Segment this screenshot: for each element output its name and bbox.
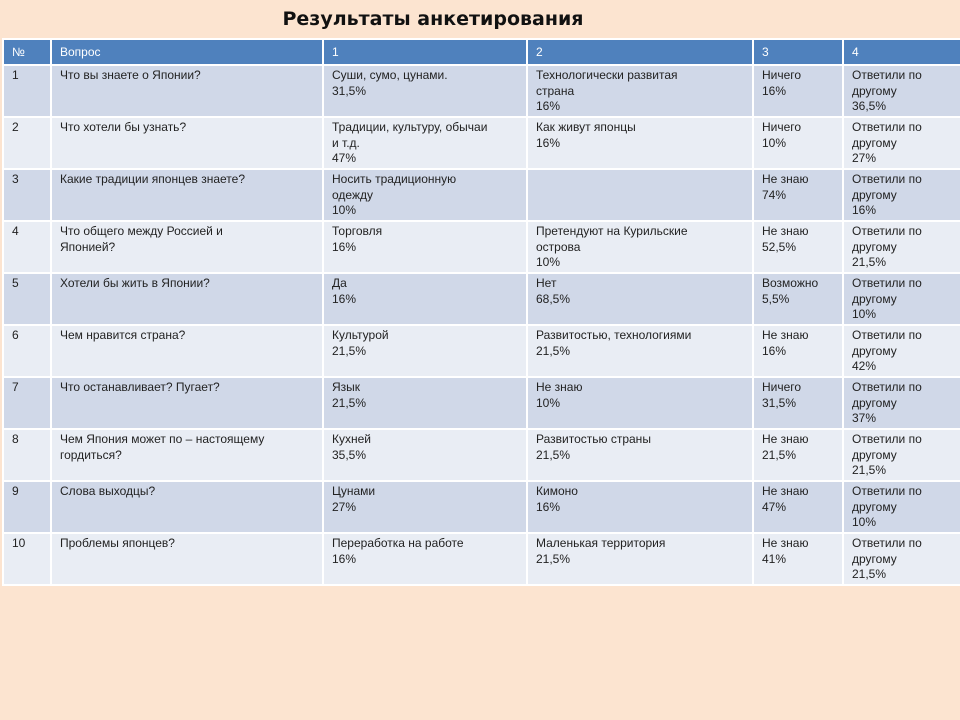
answer-4-cell: Ответили по другому 21,5% bbox=[843, 221, 960, 273]
row-number-cell: 4 bbox=[3, 221, 51, 273]
answer-4-cell: Ответили по другому 16% bbox=[843, 169, 960, 221]
answer-2-cell: Не знаю 10% bbox=[527, 377, 753, 429]
row-number-cell: 6 bbox=[3, 325, 51, 377]
answer-1-cell: Цунами 27% bbox=[323, 481, 527, 533]
answer-3-cell: Не знаю 21,5% bbox=[753, 429, 843, 481]
question-cell: Что вы знаете о Японии? bbox=[51, 65, 323, 117]
answer-3-cell: Не знаю 41% bbox=[753, 533, 843, 585]
column-header-answer-2: 2 bbox=[527, 39, 753, 65]
answer-2-cell: Развитостью, технологиями 21,5% bbox=[527, 325, 753, 377]
row-number-cell: 10 bbox=[3, 533, 51, 585]
table-row bbox=[3, 65, 960, 117]
answer-2-cell: Маленькая территория 21,5% bbox=[527, 533, 753, 585]
answer-3-cell: Не знаю 74% bbox=[753, 169, 843, 221]
answer-2-cell: Развитостью страны 21,5% bbox=[527, 429, 753, 481]
table-row bbox=[3, 377, 960, 429]
answer-2-cell: Кимоно 16% bbox=[527, 481, 753, 533]
table-row bbox=[3, 325, 960, 377]
answer-3-cell: Ничего 31,5% bbox=[753, 377, 843, 429]
table-row bbox=[3, 273, 960, 325]
table-row bbox=[3, 117, 960, 169]
answer-3-cell: Ничего 10% bbox=[753, 117, 843, 169]
question-cell: Что останавливает? Пугает? bbox=[51, 377, 323, 429]
answer-3-cell: Не знаю 52,5% bbox=[753, 221, 843, 273]
answer-1-cell: Суши, сумо, цунами. 31,5% bbox=[323, 65, 527, 117]
answer-4-cell: Ответили по другому 42% bbox=[843, 325, 960, 377]
table-row bbox=[3, 169, 960, 221]
answer-3-cell: Не знаю 47% bbox=[753, 481, 843, 533]
question-cell: Чем Япония может по – настоящему гордиться? bbox=[51, 429, 323, 481]
table-row bbox=[3, 221, 960, 273]
column-header-answer-3: 3 bbox=[753, 39, 843, 65]
column-header-number: № bbox=[3, 39, 51, 65]
answer-1-cell: Кухней 35,5% bbox=[323, 429, 527, 481]
answer-4-cell: Ответили по другому 37% bbox=[843, 377, 960, 429]
survey-results-table bbox=[2, 38, 960, 586]
column-header-answer-4: 4 bbox=[843, 39, 960, 65]
answer-4-cell: Ответили по другому 21,5% bbox=[843, 533, 960, 585]
page-title: Результаты анкетирования bbox=[282, 8, 584, 30]
table-header-row bbox=[3, 39, 960, 65]
row-number-cell: 5 bbox=[3, 273, 51, 325]
row-number-cell: 3 bbox=[3, 169, 51, 221]
question-cell: Что общего между Россией и Японией? bbox=[51, 221, 323, 273]
answer-2-cell: Как живут японцы 16% bbox=[527, 117, 753, 169]
answer-3-cell: Не знаю 16% bbox=[753, 325, 843, 377]
answer-1-cell: Культурой 21,5% bbox=[323, 325, 527, 377]
table-row bbox=[3, 429, 960, 481]
answer-2-cell: Технологически развитая страна 16% bbox=[527, 65, 753, 117]
answer-1-cell: Носить традиционную одежду 10% bbox=[323, 169, 527, 221]
row-number-cell: 7 bbox=[3, 377, 51, 429]
table-row bbox=[3, 533, 960, 585]
row-number-cell: 8 bbox=[3, 429, 51, 481]
answer-1-cell: Язык 21,5% bbox=[323, 377, 527, 429]
answer-2-cell: Претендуют на Курильские острова 10% bbox=[527, 221, 753, 273]
table-body bbox=[3, 65, 960, 585]
question-cell: Хотели бы жить в Японии? bbox=[51, 273, 323, 325]
table-row bbox=[3, 481, 960, 533]
answer-3-cell: Возможно 5,5% bbox=[753, 273, 843, 325]
row-number-cell: 2 bbox=[3, 117, 51, 169]
answer-4-cell: Ответили по другому 10% bbox=[843, 481, 960, 533]
question-cell: Что хотели бы узнать? bbox=[51, 117, 323, 169]
answer-1-cell: Традиции, культуру, обычаи и т.д. 47% bbox=[323, 117, 527, 169]
column-header-answer-1: 1 bbox=[323, 39, 527, 65]
answer-1-cell: Да 16% bbox=[323, 273, 527, 325]
question-cell: Какие традиции японцев знаете? bbox=[51, 169, 323, 221]
answer-4-cell: Ответили по другому 10% bbox=[843, 273, 960, 325]
question-cell: Чем нравится страна? bbox=[51, 325, 323, 377]
answer-2-cell: Нет 68,5% bbox=[527, 273, 753, 325]
answer-4-cell: Ответили по другому 36,5% bbox=[843, 65, 960, 117]
answer-4-cell: Ответили по другому 27% bbox=[843, 117, 960, 169]
answer-3-cell: Ничего 16% bbox=[753, 65, 843, 117]
row-number-cell: 1 bbox=[3, 65, 51, 117]
question-cell: Проблемы японцев? bbox=[51, 533, 323, 585]
answer-1-cell: Торговля 16% bbox=[323, 221, 527, 273]
row-number-cell: 9 bbox=[3, 481, 51, 533]
answer-4-cell: Ответили по другому 21,5% bbox=[843, 429, 960, 481]
answer-2-cell bbox=[527, 169, 753, 221]
column-header-question: Вопрос bbox=[51, 39, 323, 65]
question-cell: Слова выходцы? bbox=[51, 481, 323, 533]
answer-1-cell: Переработка на работе 16% bbox=[323, 533, 527, 585]
